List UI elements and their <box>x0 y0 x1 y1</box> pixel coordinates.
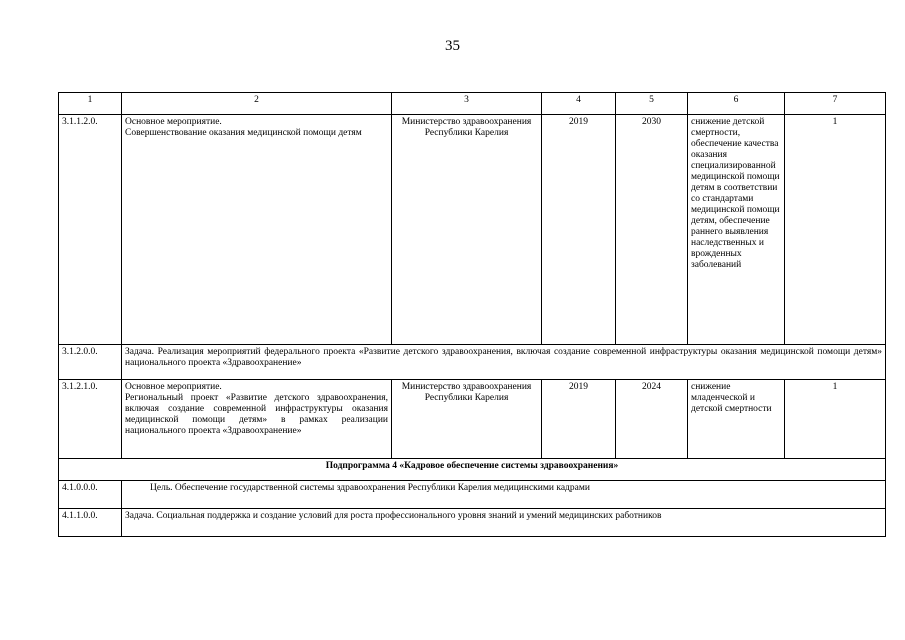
table-row <box>59 380 886 459</box>
header-col-2: 2 <box>122 93 392 115</box>
row-code: 3.1.1.2.0. <box>59 115 122 345</box>
header-col-4: 4 <box>542 93 616 115</box>
row-result: снижение детской смертности, обеспечение качества оказания специализированной медицинской помощи детям в соответствии со стандартами медицинской помощи детям, обеспечение раннего выявления наследственных и врожденных заболеваний <box>688 115 785 345</box>
header-col-7: 7 <box>785 93 886 115</box>
row-executor: Министерство здравоохранения Республики Карелия <box>392 115 542 345</box>
row-start-year: 2019 <box>542 380 616 459</box>
task-text: Задача. Социальная поддержка и создание условий для роста профессионального уровня знаний и умений медицинских работников <box>122 509 886 537</box>
row-result: снижение младенческой и детской смертности <box>688 380 785 459</box>
row-code: 4.1.1.0.0. <box>59 509 122 537</box>
row-start-year: 2019 <box>542 115 616 345</box>
task-text: Задача. Реализация мероприятий федерального проекта «Развитие детского здравоохранения, включая создание современной инфраструктуры оказания медицинской помощи детям» национального проекта «Здравоохранение» <box>122 345 886 380</box>
header-col-6: 6 <box>688 93 785 115</box>
row-title-line2: Совершенствование оказания медицинской помощи детям <box>125 128 362 138</box>
subprogram-row <box>59 459 886 481</box>
table-row <box>59 509 886 537</box>
goal-text: Цель. Обеспечение государственной системы здравоохранения Республики Карелия медицинскими кадрами <box>122 481 886 509</box>
program-table <box>58 92 886 537</box>
row-indicator: 1 <box>785 115 886 345</box>
row-title-line1: Основное мероприятие. <box>125 382 222 392</box>
row-code: 4.1.0.0.0. <box>59 481 122 509</box>
header-col-3: 3 <box>392 93 542 115</box>
row-title <box>122 380 392 459</box>
page-number: 35 <box>445 38 460 54</box>
row-indicator: 1 <box>785 380 886 459</box>
row-title <box>122 115 392 345</box>
header-row <box>59 93 886 115</box>
row-code: 3.1.2.0.0. <box>59 345 122 380</box>
row-title-line2: Региональный проект «Развитие детского здравоохранения, включая создание современной инфраструктуры оказания медицинской помощи детям» в рамках реализации национального проекта «Здравоохранение» <box>125 393 388 436</box>
table-row <box>59 481 886 509</box>
row-executor: Министерство здравоохранения Республики Карелия <box>392 380 542 459</box>
header-col-5: 5 <box>616 93 688 115</box>
subprogram-title: Подпрограмма 4 «Кадровое обеспечение системы здравоохранения» <box>59 459 886 481</box>
row-code: 3.1.2.1.0. <box>59 380 122 459</box>
table-row <box>59 345 886 380</box>
row-title-line1: Основное мероприятие. <box>125 117 222 127</box>
row-end-year: 2024 <box>616 380 688 459</box>
header-col-1: 1 <box>59 93 122 115</box>
row-end-year: 2030 <box>616 115 688 345</box>
table-row <box>59 115 886 345</box>
